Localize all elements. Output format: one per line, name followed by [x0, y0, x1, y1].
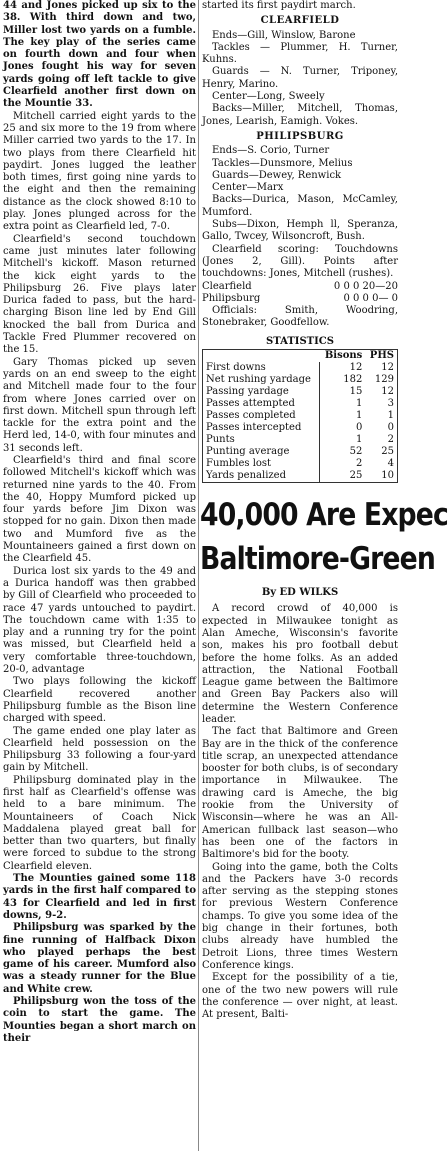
- article-body: [202, 603, 398, 1021]
- clearfield-backs: Backs—Miller, Mitchell, Thomas, Jones, Learish, Eamigh. Vokes.: [202, 103, 398, 127]
- stat-label: Passes completed: [203, 410, 320, 422]
- story-paragraph: 44 and Jones picked up six to the 38. With third down and two, Miller lost two yards on a fumble. The key play of the series came on fourth down and four when Jones fought his way for seven yards going off left tackle to give Clearfield another first down on the Mountie 33.: [3, 0, 196, 110]
- stats-row: [203, 410, 398, 422]
- philipsburg-subs: Subs—Dixon, Hemph ll, Speranza, Gallo, Twcey, Wilsoncroft, Bush.: [202, 219, 398, 243]
- clearfield-guards: Guards — N. Turner, Triponey, Henry, Marino.: [202, 66, 398, 90]
- stat-label: Fumbles lost: [203, 458, 320, 470]
- stat-bisons: 182: [343, 374, 363, 386]
- stat-bisons: 52: [349, 446, 363, 458]
- stats-row: [203, 386, 398, 398]
- left-column: [3, 0, 196, 1151]
- officials: Officials: Smith, Woodring, Stonebraker, Goodfellow.: [202, 305, 398, 329]
- linescore-quarters: 0 0 0 20: [333, 280, 376, 292]
- stats-row: [203, 446, 398, 458]
- stats-row: [203, 398, 398, 410]
- stat-label: Net rushing yardage: [203, 374, 320, 386]
- story-paragraph: The game ended one play later as Clearfield held possession on the Philipsburg 33 following a four-yard gain by Mitchell.: [3, 725, 196, 774]
- stats-row: [203, 374, 398, 386]
- linescore-quarters: 0 0 0 0: [343, 292, 379, 304]
- stats-row: [203, 434, 398, 446]
- stats-header: Bisons: [324, 350, 363, 362]
- stat-bisons: 25: [349, 470, 363, 482]
- stat-phs: 3: [387, 398, 394, 410]
- stat-label: Punting average: [203, 446, 320, 458]
- stats-row: [203, 362, 398, 374]
- stats-header: PHS: [369, 350, 394, 362]
- stat-label: Passes attempted: [203, 398, 320, 410]
- article-paragraph: Except for the possibility of a tie, one of the two new powers will rule the conference — over night, at least. At present, Balti-: [202, 972, 398, 1021]
- byline: By ED WILKS: [261, 587, 339, 599]
- clearfield-heading: CLEARFIELD: [260, 15, 340, 27]
- philipsburg-heading: PHILIPSBURG: [256, 130, 344, 142]
- right-column: [200, 0, 448, 1151]
- philipsburg-guards: Guards—Dewey, Renwick: [212, 169, 342, 181]
- linescore-clearfield: [202, 281, 398, 293]
- stats-title: STATISTICS: [266, 335, 334, 347]
- stat-phs: 10: [381, 470, 394, 482]
- stat-bisons: 1: [355, 398, 363, 410]
- story-paragraph: Clearfield's second touchdown came just minutes later following Mitchell's kickoff. Mason returned the kick eight yards to the Philipsburg 26. Five plays later Durica faded to pass, but the hard-charging Bison line led by End Gill knocked the ball from Durica and Tackle Fred Plummer recovered on the 15.: [3, 233, 196, 356]
- linescore-total: —20: [375, 280, 398, 292]
- intro-line: started its first paydirt march.: [202, 0, 356, 11]
- article-paragraph: A record crowd of 40,000 is expected in Milwaukee tonight as Alan Ameche, Wisconsin's favorite son, makes his pro football debut before the home folks. As an added attraction, the National Football League game between the Baltimore and Green Bay Packers also will determine the Western Conference leader.: [202, 603, 398, 725]
- stat-phs: 12: [381, 386, 394, 398]
- clearfield-ends: Ends—Gill, Winslow, Barone: [212, 29, 356, 41]
- scoring-summary: Clearfield scoring: Touchdowns (Jones 2, Gill). Points after touchdowns: Jones, Mitchell (rushes).: [202, 243, 398, 280]
- philipsburg-tackles: Tackles—Dunsmore, Melius: [212, 157, 353, 169]
- story-paragraph: Philipsburg dominated play in the first half as Clearfield's offense was held to a bare minimum. The Mountaineers of Coach Nick Maddalena played great ball for better than two quarters, but finally were forced to subdue to the strong Clearfield eleven.: [3, 774, 196, 872]
- stat-phs: 4: [387, 458, 394, 470]
- stat-phs: 12: [381, 362, 394, 374]
- headline-line-1: 40,000 Are Expec: [200, 497, 448, 534]
- philipsburg-ends: Ends—S. Corio, Turner: [212, 145, 330, 157]
- stat-label: Passes intercepted: [203, 422, 320, 434]
- stat-label: Yards penalized: [203, 470, 320, 483]
- stats-table: [202, 349, 398, 483]
- philipsburg-backs: Backs—Durica, Mason, McCamley, Mumford.: [202, 194, 398, 218]
- story-paragraph: Mitchell carried eight yards to the 25 and six more to the 19 from where Miller carried two yards to the 17. In two plays from there Clearfield hit paydirt. Jones lugged the leather both times, first going nine yards to the eight and then the remaining distance as the clock showed 8:10 to play. Jones plunged across for the extra point as Clearfield led, 7-0.: [3, 110, 196, 233]
- stats-header: [203, 350, 320, 363]
- stats-header-row: [203, 350, 398, 363]
- stat-phs: 1: [387, 410, 394, 422]
- stat-phs: 0: [387, 422, 394, 434]
- story-paragraph: Two plays following the kickoff Clearfield recovered another Philipsburg fumble as the Bison line charged with speed.: [3, 676, 196, 725]
- stats-row: [203, 458, 398, 470]
- article-paragraph: The fact that Baltimore and Green Bay are in the thick of the conference title scrap, an unexpected attendance booster for both clubs, is of secondary importance in Milwaukee. The drawing card is Ameche, the big rookie from the University of Wisconsin—where he was an All-American fullback last season—who has been one of the factors in Baltimore's bid for the booty.: [202, 726, 398, 861]
- linescore-total: — 0: [378, 292, 398, 304]
- headline-line-2: Baltimore-Green: [200, 541, 435, 578]
- clearfield-center: Center—Long, Sweely: [212, 91, 325, 103]
- story-paragraph: Clearfield's third and final score followed Mitchell's kickoff which was returned nine yards to the 40. From the 40, Hoppy Mumford picked up four yards before Jim Dixon was stopped for no gain. Dixon then made two and Mumford five as the Mountaineers gained a first down on the Clearfield 45.: [3, 454, 196, 565]
- story-paragraph: Gary Thomas picked up seven yards on an end sweep to the eight and Mitchell made four to the four from where Jones carried over on first down. Mitchell spun through left tackle for the extra point and the Herd led, 14-0, with four minutes and 31 seconds left.: [3, 356, 196, 454]
- stat-bisons: 12: [349, 362, 363, 374]
- story-paragraph: Philipsburg won the toss of the coin to start the game. The Mounties began a short march on their: [3, 996, 196, 1044]
- stat-bisons: 15: [349, 386, 363, 398]
- stat-phs: 25: [381, 446, 394, 458]
- stat-bisons: 1: [355, 410, 363, 422]
- stat-bisons: 1: [355, 434, 363, 446]
- stats-row: [203, 470, 398, 483]
- story-paragraph: Durica lost six yards to the 49 and a Durica handoff was then grabbed by Gill of Clearfield who proceeded to race 47 yards untouched to paydirt. The touchdown came with 1:35 to play and a running try for the point was missed, but Clearfield held a very comfortable three-touchdown, 20-0, advantage: [3, 565, 196, 676]
- stats-row: [203, 422, 398, 434]
- story-paragraph: The Mounties gained some 118 yards in the first half compared to 43 for Clearfield and led in first downs, 9-2.: [3, 873, 196, 921]
- stat-phs: 2: [387, 434, 394, 446]
- stat-bisons: 0: [355, 422, 363, 434]
- story-paragraph: Philipsburg was sparked by the fine running of Halfback Dixon who played perhaps the best game of his career. Mumford also was a steady runner for the Blue and White crew.: [3, 922, 196, 995]
- philipsburg-center: Center—Marx: [212, 182, 284, 194]
- linescore-team: Philipsburg: [202, 292, 261, 304]
- linescore-philipsburg: [202, 293, 398, 305]
- column-rule: [198, 0, 199, 1151]
- linescore-team: Clearfield: [202, 280, 252, 292]
- stat-bisons: 2: [355, 458, 363, 470]
- stat-label: Passing yardage: [203, 386, 320, 398]
- clearfield-tackles: Tackles — Plummer, H. Turner, Kuhns.: [202, 41, 398, 66]
- stat-label: Punts: [203, 434, 320, 446]
- stat-phs: 129: [374, 374, 394, 386]
- article-paragraph: Going into the game, both the Colts and the Packers have 3-0 records after serving as the stepping stones for previous Western Conference champs. To give you some idea of the big change in their fortunes, both clubs already have humbled the Detroit Lions, three times Western Conference kings.: [202, 861, 398, 971]
- stat-label: First downs: [203, 362, 320, 374]
